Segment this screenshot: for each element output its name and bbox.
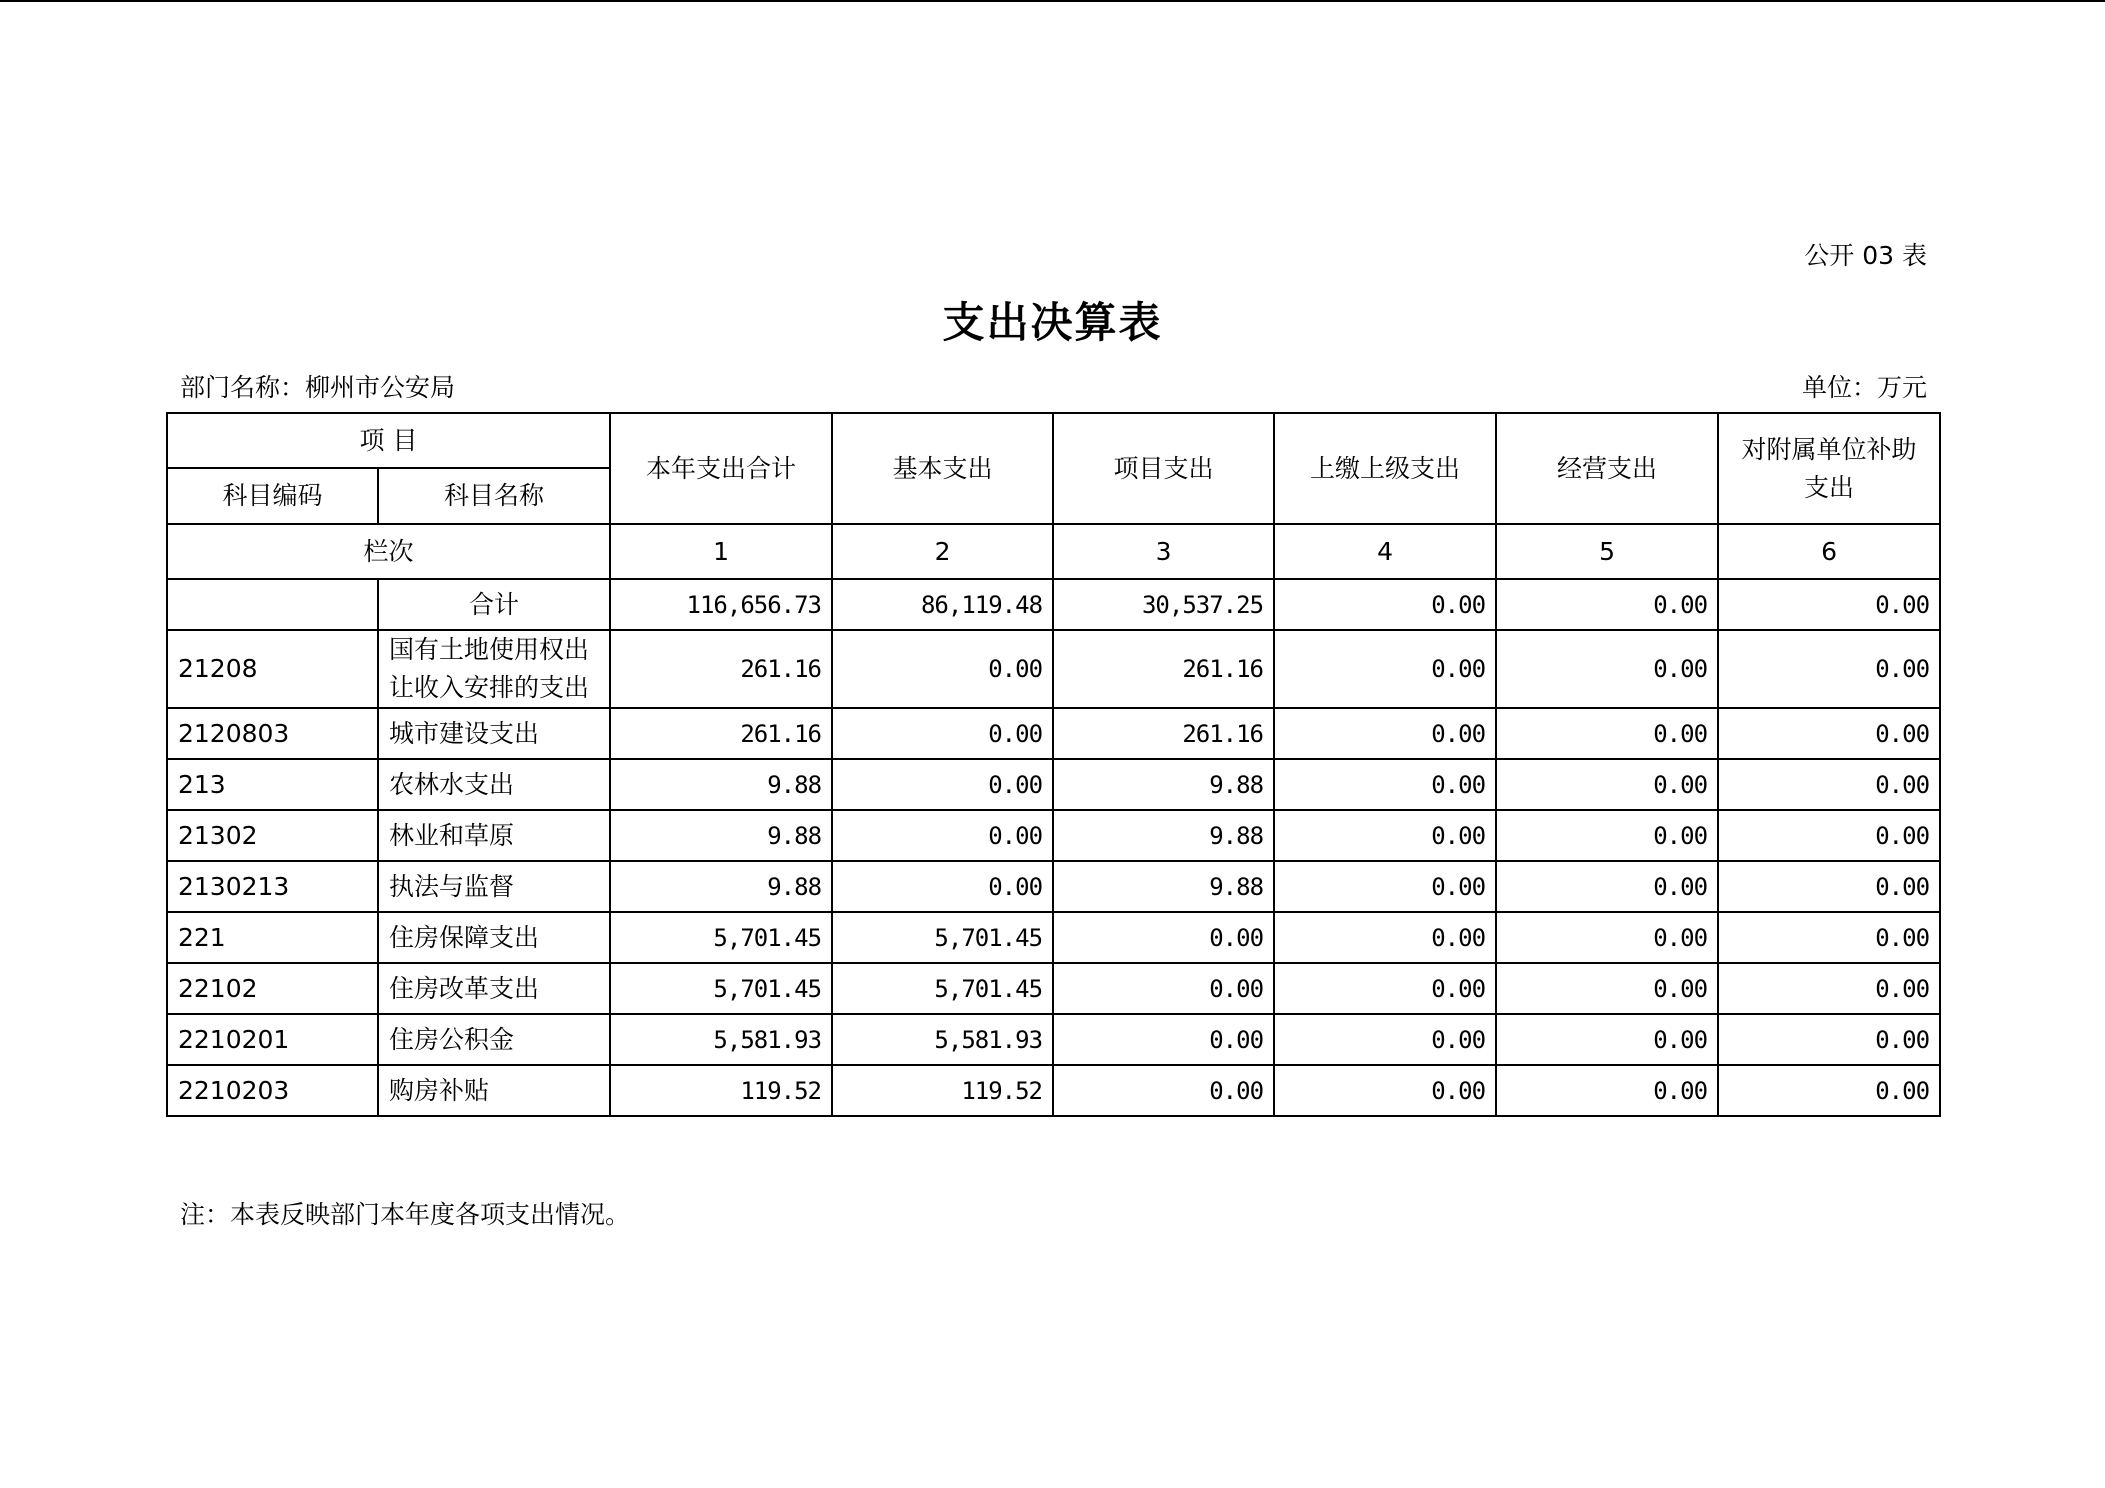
row-value-6: 0.00 [1718,759,1940,810]
seq-1: 1 [610,524,832,579]
total-value-5: 0.00 [1496,579,1718,630]
row-name: 执法与监督 [378,861,610,912]
header-row-1 [167,413,1940,468]
row-value-5: 0.00 [1496,861,1718,912]
row-value-6: 0.00 [1718,861,1940,912]
row-value-2: 0.00 [832,630,1053,708]
row-value-3: 0.00 [1053,1014,1274,1065]
table-row [167,759,1940,810]
row-value-6: 0.00 [1718,810,1940,861]
row-value-2: 0.00 [832,861,1053,912]
seq-4: 4 [1274,524,1496,579]
header-project: 项 目 [167,413,610,468]
header-col-3: 项目支出 [1053,413,1274,524]
table-row [167,1014,1940,1065]
row-value-6: 0.00 [1718,912,1940,963]
row-value-4: 0.00 [1274,912,1496,963]
total-value-6: 0.00 [1718,579,1940,630]
row-value-5: 0.00 [1496,1014,1718,1065]
row-value-1: 5,701.45 [610,963,832,1014]
total-code-cell [167,579,378,630]
row-value-1: 9.88 [610,861,832,912]
row-value-1: 5,701.45 [610,912,832,963]
header-col-6: 对附属单位补助支出 [1718,413,1940,524]
row-value-2: 0.00 [832,810,1053,861]
total-row [167,579,1940,630]
row-value-1: 261.16 [610,630,832,708]
row-code: 21208 [167,630,378,708]
row-name: 林业和草原 [378,810,610,861]
row-name: 住房改革支出 [378,963,610,1014]
expense-table [166,412,1941,1117]
row-value-2: 119.52 [832,1065,1053,1116]
seq-row [167,524,1940,579]
row-value-3: 9.88 [1053,861,1274,912]
row-value-4: 0.00 [1274,1014,1496,1065]
row-name: 住房公积金 [378,1014,610,1065]
row-value-5: 0.00 [1496,810,1718,861]
row-value-5: 0.00 [1496,708,1718,759]
row-value-3: 0.00 [1053,1065,1274,1116]
row-value-1: 9.88 [610,810,832,861]
total-label: 合计 [378,579,610,630]
row-value-2: 0.00 [832,708,1053,759]
row-code: 2130213 [167,861,378,912]
row-name: 住房保障支出 [378,912,610,963]
row-value-6: 0.00 [1718,708,1940,759]
total-value-4: 0.00 [1274,579,1496,630]
row-value-4: 0.00 [1274,963,1496,1014]
row-value-3: 9.88 [1053,759,1274,810]
row-value-3: 9.88 [1053,810,1274,861]
header-col-5: 经营支出 [1496,413,1718,524]
row-value-2: 5,701.45 [832,912,1053,963]
row-code: 2210203 [167,1065,378,1116]
row-code: 221 [167,912,378,963]
department-name: 部门名称：柳州市公安局 [180,373,456,402]
row-value-3: 0.00 [1053,963,1274,1014]
row-value-4: 0.00 [1274,759,1496,810]
row-value-5: 0.00 [1496,1065,1718,1116]
row-value-4: 0.00 [1274,630,1496,708]
row-value-4: 0.00 [1274,861,1496,912]
table-row [167,1065,1940,1116]
row-code: 2120803 [167,708,378,759]
row-value-2: 0.00 [832,759,1053,810]
unit-label: 单位：万元 [1801,373,1927,402]
header-code: 科目编码 [167,468,378,524]
row-value-6: 0.00 [1718,630,1940,708]
row-value-5: 0.00 [1496,963,1718,1014]
row-value-1: 261.16 [610,708,832,759]
row-value-4: 0.00 [1274,708,1496,759]
page-title: 支出决算表 [942,298,1163,347]
table-note: 注：本表反映部门本年度各项支出情况。 [180,1200,631,1229]
table-row [167,963,1940,1014]
row-name: 购房补贴 [378,1065,610,1116]
table-row [167,810,1940,861]
row-value-2: 5,581.93 [832,1014,1053,1065]
row-value-1: 9.88 [610,759,832,810]
row-value-5: 0.00 [1496,630,1718,708]
table-row [167,630,1940,708]
table-row [167,912,1940,963]
row-value-6: 0.00 [1718,963,1940,1014]
seq-label: 栏次 [167,524,610,579]
seq-2: 2 [832,524,1053,579]
row-code: 22102 [167,963,378,1014]
top-rule [0,0,2105,2]
seq-6: 6 [1718,524,1940,579]
header-col-1: 本年支出合计 [610,413,832,524]
row-value-3: 0.00 [1053,912,1274,963]
row-name: 国有土地使用权出让收入安排的支出 [378,630,610,708]
total-value-1: 116,656.73 [610,579,832,630]
row-value-1: 119.52 [610,1065,832,1116]
row-value-4: 0.00 [1274,1065,1496,1116]
total-value-2: 86,119.48 [832,579,1053,630]
row-value-3: 261.16 [1053,708,1274,759]
header-name: 科目名称 [378,468,610,524]
row-code: 21302 [167,810,378,861]
row-value-3: 261.16 [1053,630,1274,708]
row-name: 农林水支出 [378,759,610,810]
row-name: 城市建设支出 [378,708,610,759]
header-col-2: 基本支出 [832,413,1053,524]
row-value-6: 0.00 [1718,1065,1940,1116]
seq-5: 5 [1496,524,1718,579]
table-row [167,708,1940,759]
row-value-5: 0.00 [1496,912,1718,963]
seq-3: 3 [1053,524,1274,579]
table-row [167,861,1940,912]
form-number: 公开 03 表 [1804,241,1927,270]
row-value-5: 0.00 [1496,759,1718,810]
total-value-3: 30,537.25 [1053,579,1274,630]
row-value-6: 0.00 [1718,1014,1940,1065]
row-code: 213 [167,759,378,810]
row-value-1: 5,581.93 [610,1014,832,1065]
row-code: 2210201 [167,1014,378,1065]
row-value-4: 0.00 [1274,810,1496,861]
row-value-2: 5,701.45 [832,963,1053,1014]
header-col-4: 上缴上级支出 [1274,413,1496,524]
